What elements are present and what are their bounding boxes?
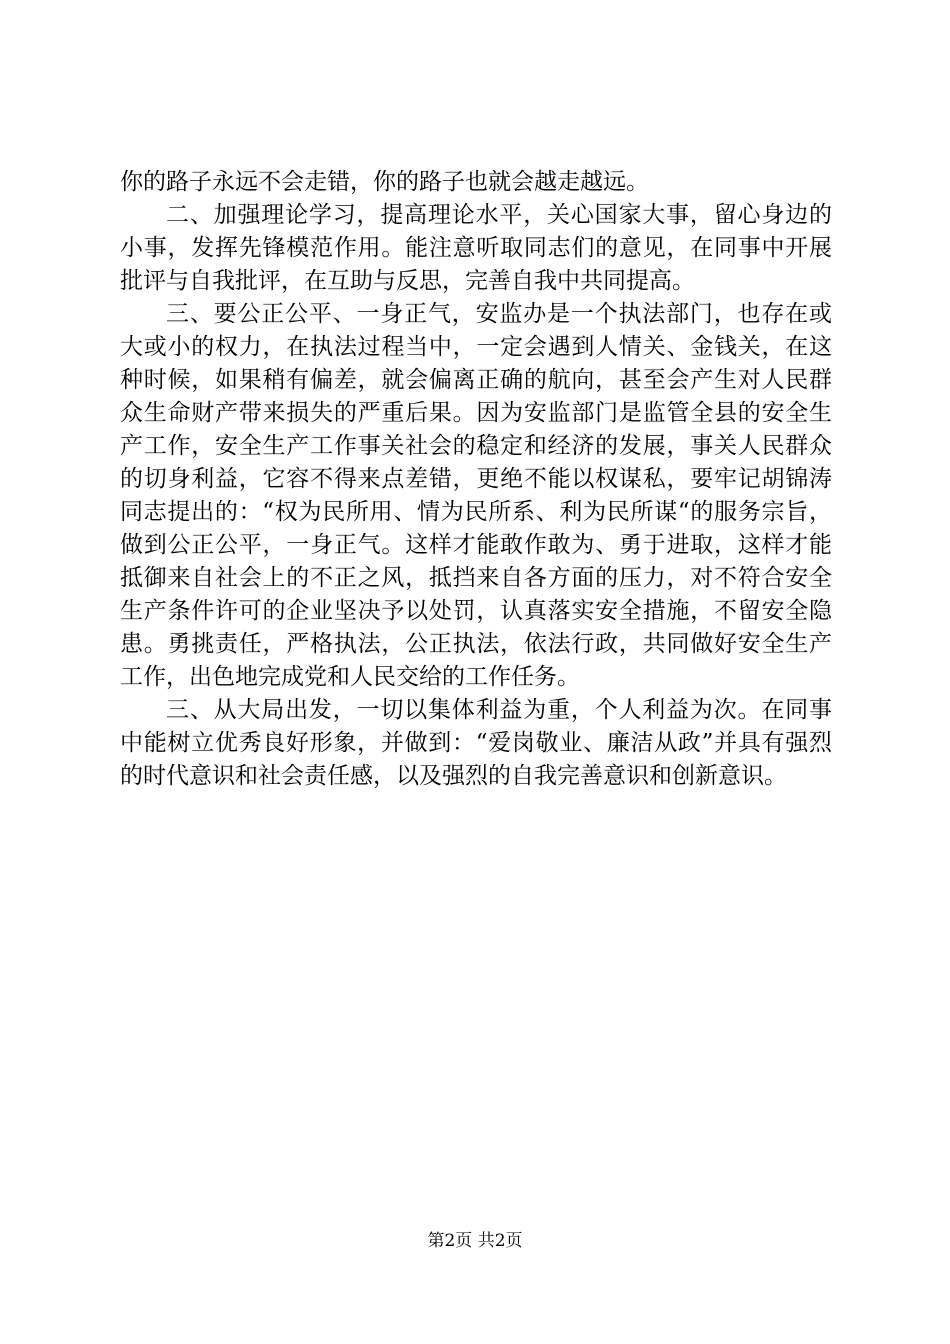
paragraph-1: 你的路子永远不会走错，你的路子也就会越走越远。	[120, 169, 649, 195]
page-number-footer: 第2页 共2页	[427, 1231, 523, 1251]
document-body	[120, 166, 832, 793]
paragraph-3: 三、要公正公平、一身正气，安监办是一个执法部门，也存在或大或小的权力，在执法过程当中，一定会遇到人情关、金钱关，在这种时候，如果稍有偏差，就会偏离正确的航向，甚至会产生对人民群众生命财产带来损失的严重后果。因为安监部门是监管全县的安全生产工作，安全生产工作事关社会的稳定和经济的发展，事关人民群众的切身利益，它容不得来点差错，更绝不能以权谋私，要牢记胡锦涛同志提出的：“权为民所用、情为民所系、利为民所谋“的服务宗旨，做到公正公平，一身正气。这样才能敢作敢为、勇于进取，这样才能抵御来自社会上的不正之风，抵挡来自各方面的压力，对不符合安全生产条件许可的企业坚决予以处罚，认真落实安全措施，不留安全隐患。勇挑责任，严格执法，公正执法，依法行政，共同做好安全生产工作，出色地完成党和人民交给的工作任务。	[120, 301, 832, 690]
paragraph-4: 三、从大局出发，一切以集体利益为重，个人利益为次。在同事中能树立优秀良好形象，并做到：“爱岗敬业、廉洁从政”并具有强烈的时代意识和社会责任感，以及强烈的自我完善意识和创新意识。	[120, 697, 832, 789]
paragraph-2: 二、加强理论学习，提高理论水平，关心国家大事，留心身边的小事，发挥先锋模范作用。能注意听取同志们的意见，在同事中开展批评与自我批评，在互助与反思，完善自我中共同提高。	[120, 202, 832, 294]
